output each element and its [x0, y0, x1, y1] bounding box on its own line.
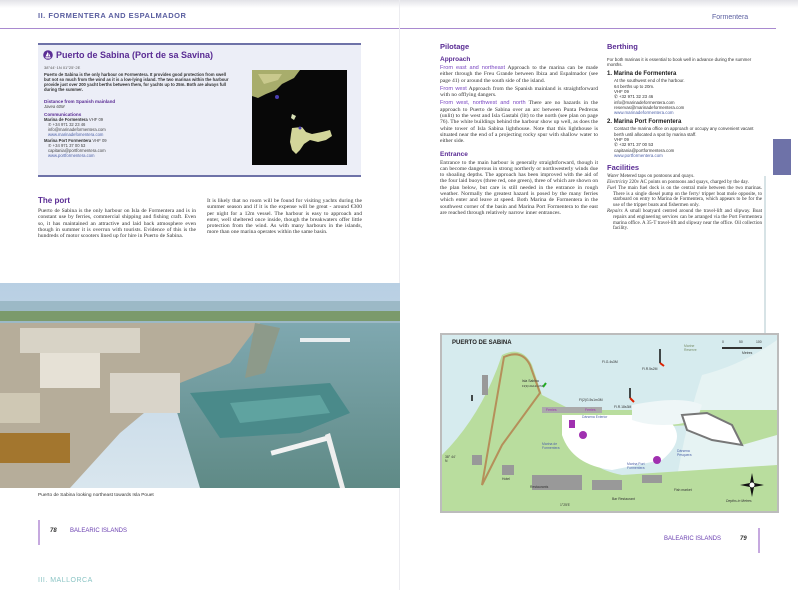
approach-west-paragraph: [440, 86, 598, 99]
distance-value: Javea 60M: [44, 104, 65, 109]
photo-caption: Puerto de Sabina looking northeast towards Isla Pouet: [38, 493, 154, 498]
marina1-email-line[interactable]: info@marinadeformentera.com: [614, 99, 675, 105]
approach-west-text: Approach from the Spanish mainland is straightforward with no offlying dangers.: [440, 85, 598, 99]
label-marine-reserve: Marine Reserve: [684, 344, 697, 352]
label-darsena-pesquera: Dàrsena Pesquera: [677, 449, 692, 457]
scale-tick-100: 100: [756, 340, 762, 344]
approach-east-lead: From east and northeast: [440, 65, 506, 71]
label-depths: Depths in Metres: [726, 499, 752, 503]
approach-north-paragraph: [440, 100, 598, 144]
next-chapter-heading: III. MALLORCA: [38, 577, 93, 584]
marina1-vhf: VHF 09: [88, 117, 104, 122]
scale-unit: Metres: [742, 351, 753, 355]
the-port-heading: The port: [38, 196, 70, 205]
label-bar-restaurant: Bar Restaurant: [612, 497, 635, 501]
page-number-left: 78: [50, 528, 57, 534]
running-header-right: Formentera: [712, 14, 749, 21]
communications-label: Communications: [44, 112, 82, 117]
harbour-title: Puerto de Sabina (Port de sa Savina): [56, 50, 214, 60]
label-isla-sabina: Isla Sabina: [522, 379, 539, 383]
footer-title-right: BALEARIC ISLANDS: [664, 536, 722, 542]
harbour-coordinates: 38°44'·1N 01°25'·2E: [44, 65, 81, 70]
marina2-email[interactable]: capitania@portformentera.com: [48, 148, 106, 153]
approach-heading: Approach: [440, 56, 471, 63]
marina2-email-line[interactable]: capitania@portformentera.com: [614, 147, 675, 153]
harbour-plan-map: [440, 333, 779, 513]
pilotage-column: [440, 42, 598, 216]
facility-fuel-text: The main fuel dock is on the central mole between the two marinas. There is a single diesel pump on the ferry/ tripper boat mole opposite, to starboard on entry to Marina de Formentera, which appears to be for the use of the tripper boats and fishermen only.: [613, 185, 762, 209]
marina1-web-link[interactable]: www.marinadefomentera.com: [48, 132, 104, 137]
facility-water-text: Metered taps on pontoons and quays.: [618, 174, 695, 180]
marina1-title: 1. Marina de Formentera: [607, 71, 677, 78]
facility-electricity-label: Electricity: [607, 180, 628, 186]
footer-title-left: BALEARIC ISLANDS: [70, 528, 128, 534]
berthing-column: [607, 42, 762, 232]
facility-repairs: [607, 209, 762, 232]
header-rule-right: [400, 28, 776, 29]
approach-north-lead: From west, northwest and north: [440, 100, 526, 107]
header-rule-left: [0, 28, 399, 29]
facility-repairs-label: Repairs: [607, 209, 623, 215]
facility-water-label: Water: [607, 174, 619, 180]
running-header-left: II. FORMENTERA AND ESPALMADOR: [38, 11, 187, 20]
label-darsena-exterior: Dàrsena Exterior: [582, 415, 608, 419]
facilities-heading: Facilities: [607, 163, 640, 173]
approach-west-lead: From west: [440, 85, 467, 92]
distance-label: Distance from Spanish mainland: [44, 99, 116, 104]
label-marina-port-formentera: Marina Port Formentera: [627, 462, 645, 470]
marina2-phone: ✆ +34 971 37 00 53: [48, 143, 86, 148]
marina1-phone: ✆ +34 971 32 23 46: [48, 122, 86, 127]
sailboat-icon: [43, 50, 53, 60]
label-marina-de-formentera: Marina de Formentera: [542, 442, 560, 450]
marina2-title: 2. Marina Port Formentera: [607, 119, 682, 126]
approach-east-paragraph: [440, 65, 598, 84]
facilities-list: [607, 174, 762, 232]
facility-repairs-text: A small boatyard centred around the travel-lift and slipway. Boat repairs and engineering services can be arranged via the Port Formentera marina office. A 35-T travel-lift and slipway near the office. Oil collection facility.: [613, 209, 762, 232]
facility-electricity-text: 220v AC points on pontoons and quays, charged by the day.: [627, 180, 749, 186]
map-title: PUERTO DE SABINA: [452, 340, 512, 346]
label-buoy-red-2: Fl.R.18s3M: [614, 405, 632, 409]
marina2-phone-line: ✆ +32 971 37 00 53: [614, 142, 654, 148]
marina2-vhf: VHF 09: [92, 138, 107, 143]
berthing-intro: For both marinas it is essential to book well in advance during the summer months.: [607, 57, 752, 68]
label-restaurants: Restaurants: [530, 485, 549, 489]
marina1-email[interactable]: info@marinadeformentera.com: [48, 127, 106, 132]
scale-tick-0: 0: [722, 340, 724, 344]
marina1-reservations-email[interactable]: reservas@marinadeformentera.com: [614, 104, 685, 110]
section-thumb-tab: [773, 139, 791, 175]
scale-tick-50: 50: [739, 340, 743, 344]
label-latitude: 38° 44' N: [445, 455, 456, 463]
facility-fuel-label: Fuel: [607, 185, 617, 191]
label-hotel: Hotel: [502, 477, 510, 481]
approach-east-text: Approach to the marina can be made either through the Freu Grande between Ibiza and Espalmador (see page 41) or around the south side of the island.: [440, 65, 599, 84]
marina2-contact-info: Contact the marina office on approach or occupy any convenient vacant berth until allocated a spot by marina staff.: [614, 126, 754, 137]
marina2-name: Marina Port Formentera: [44, 138, 92, 143]
footer-bar-right: [758, 528, 760, 553]
entrance-heading: Entrance: [440, 150, 468, 158]
label-buoy-green: Fl.G.4s3M: [602, 360, 618, 364]
marina1-website-link[interactable]: www.marinadeformentera.com: [614, 110, 674, 116]
satellite-locator-image: [252, 70, 347, 165]
entrance-paragraph: Entrance to the main harbour is generally straightforward, though it can become dangerous in strong northerly or northwesterly winds due to shoaling depths. The approach has been improved with the aid of the four laid buoys (three red, one green), three of which are shown on the plan below, but care is still needed in the entrance in rough weather. Normally the greatest hazard is posed by the many ferries which enter and leave at speed. Both Marina de Formentera in the southwest corner of the basin and Marina Port Formentera to the east are reached through relatively narrow inner entrances.: [440, 159, 598, 216]
approach-north-text: There are no hazards in the approach to Puerto de Sabina over an arc between Punta Pedreras (unlit) to the west and Isla Gastabi (lit) to the north (see plan on page 76). The white buildings behind the harbour show up well, as does the white tower of Isla Sabina lighthouse. Note that this lighthouse is situated near the end of a projecting rocky spur with shallow water to either side.: [440, 100, 598, 145]
the-port-paragraph-1: Puerto de Sabina is the only harbour on Isla de Formentera and is in constant use by ferries, commercial shipping and fishing craft. Even so, it has maintained an attractive and laid back atmosphere even though in summer it is overrun with tourists. Evidence of this is the hundreds of motor scooters lined up for hire in Puerto de Sabina.: [38, 208, 196, 240]
label-buoy-green-2: Fl(2)G.5s1m3M: [579, 398, 603, 402]
marina1-berths: 64 berths up to 20m.: [614, 83, 655, 89]
label-ferries-2: Ferries: [585, 408, 596, 412]
marina1-phone-line: ✆ +32 971 32 23 46: [614, 94, 654, 100]
the-port-paragraph-2: It is likely that no room will be found for visiting yachts during the summer season and if it is the expense will be great - around €300 per night for a 12m vessel. The harbour is easy to approach and enter, well sheltered once inside, though the breakwaters offer little protection from the wind. As with many harbours in the islands, more than one marina operates within the same basin.: [207, 198, 362, 236]
marina1-vhf-line: VHF 09: [614, 89, 629, 94]
berthing-heading: Berthing: [607, 42, 638, 51]
aerial-harbour-photo: [0, 283, 400, 488]
marina2-details: [607, 126, 762, 158]
marina1-name: Marina de Formentera: [44, 117, 88, 122]
marina1-location: At the southwest end of the harbour.: [614, 78, 685, 84]
label-ferries-1: Ferries: [546, 408, 557, 412]
marina2-vhf-line: VHF 09: [614, 137, 629, 143]
label-fish-market: Fish market: [674, 488, 692, 492]
label-longitude: 1°25'E: [560, 503, 570, 507]
footer-bar-left: [38, 520, 40, 545]
marina1-details: [607, 78, 762, 115]
marina2-web-link[interactable]: www.portformentera.com: [48, 153, 95, 158]
pilotage-heading: Pilotage: [440, 42, 470, 51]
facility-fuel: [607, 186, 762, 209]
marina2-website-link[interactable]: www.portformentera.com: [614, 152, 663, 158]
label-isla-sabina-light: Fl(3)10s12m7M: [522, 384, 544, 388]
label-buoy-red-1: Fl.R.5s2M: [642, 367, 658, 371]
harbour-description: Puerto de Sabina is the only harbour on Formentera. It provides good protection from swell but not so much from the wind as it is a low-lying island. The two marinas within the harbour provide just over 200 yacht berths between them, for yachts up to 25m. Both are always full during the summer.: [44, 72, 229, 92]
page-number-right: 79: [740, 536, 747, 542]
